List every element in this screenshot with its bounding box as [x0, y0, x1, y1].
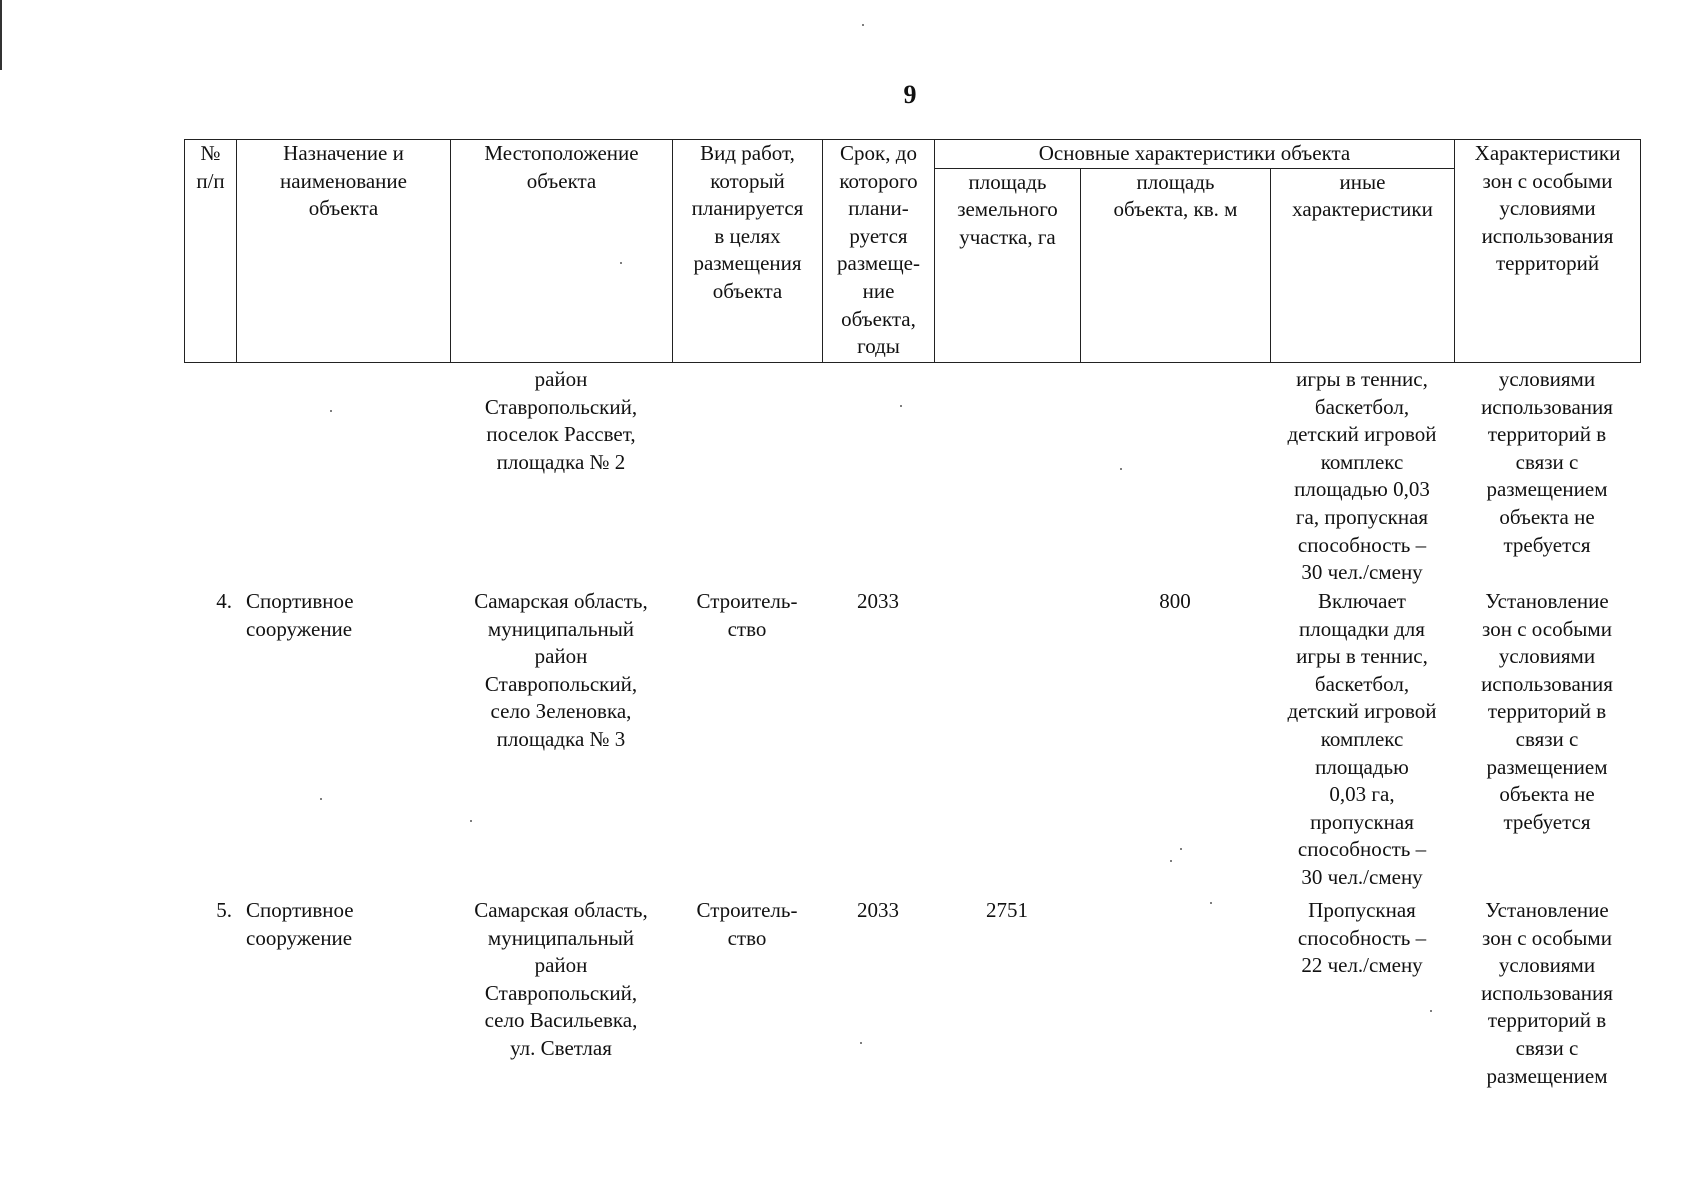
- row-number: 5.: [216, 898, 232, 922]
- page-number: 9: [903, 80, 917, 109]
- row-term: 2033: [857, 589, 899, 613]
- table-header: [184, 139, 1641, 363]
- header-term: Срок, до которого плани- руется размеще- ние объекта, годы: [823, 140, 935, 363]
- row-number: 4.: [216, 589, 232, 613]
- header-land-area: площадь земельного участка, га: [935, 168, 1081, 362]
- row-zones: Установление зон с особыми условиями использования территорий в связи с размещением: [1481, 898, 1613, 1088]
- row-work-type: Строитель- ство: [696, 589, 798, 641]
- scan-edge-mark: [0, 0, 2, 70]
- row-zones: условиями использования территорий в связи с размещением объекта не требуется: [1481, 367, 1613, 557]
- header-object-area: площадь объекта, кв. м: [1081, 168, 1271, 362]
- row-object-area: [1080, 897, 1270, 1097]
- header-work-type: Вид работ, который планируется в целях размещения объекта: [673, 140, 823, 363]
- row-other: Включает площадки для игры в теннис, баскетбол, детский игровой комплекс площадью 0,03 га, пропускная способность – 30 чел./смену: [1287, 589, 1437, 889]
- row-zones: Установление зон с особыми условиями использования территорий в связи с размещением объекта не требуется: [1481, 589, 1613, 834]
- header-name: Назначение и наименование объекта: [237, 140, 451, 363]
- header-group-characteristics: Основные характеристики объекта: [935, 140, 1455, 169]
- table-row: [184, 897, 1640, 1097]
- header-location: Местоположение объекта: [451, 140, 673, 363]
- table-row: [184, 366, 1640, 588]
- row-location: Самарская область, муниципальный район Ставропольский, село Васильевка, ул. Светлая: [474, 898, 648, 1060]
- row-name: [236, 366, 450, 588]
- table-body: [184, 366, 1640, 1097]
- row-work-type: [672, 366, 822, 588]
- row-land-area: [934, 366, 1080, 588]
- row-location: район Ставропольский, поселок Рассвет, площадка № 2: [484, 367, 638, 474]
- row-name: Спортивное сооружение: [246, 589, 354, 641]
- row-name: Спортивное сооружение: [246, 898, 354, 950]
- row-term: [822, 366, 934, 588]
- header-zones: Характеристики зон с особыми условиями использования территорий: [1455, 140, 1641, 363]
- header-other: иные характеристики: [1271, 168, 1455, 362]
- row-land-area: 2751: [986, 898, 1028, 922]
- row-work-type: Строитель- ство: [696, 898, 798, 950]
- row-other: Пропускная способность – 22 чел./смену: [1297, 898, 1427, 978]
- row-object-area: [1080, 366, 1270, 588]
- row-number: [184, 366, 236, 588]
- row-other: игры в теннис, баскетбол, детский игровой комплекс площадью 0,03 га, пропускная способность – 30 чел./смену: [1287, 367, 1437, 585]
- header-number: № п/п: [185, 140, 237, 363]
- row-location: Самарская область, муниципальный район Ставропольский, село Зеленовка, площадка № 3: [474, 589, 648, 751]
- row-term: 2033: [857, 898, 899, 922]
- row-object-area: 800: [1159, 589, 1191, 613]
- table-row: [184, 588, 1640, 897]
- row-land-area: [934, 588, 1080, 897]
